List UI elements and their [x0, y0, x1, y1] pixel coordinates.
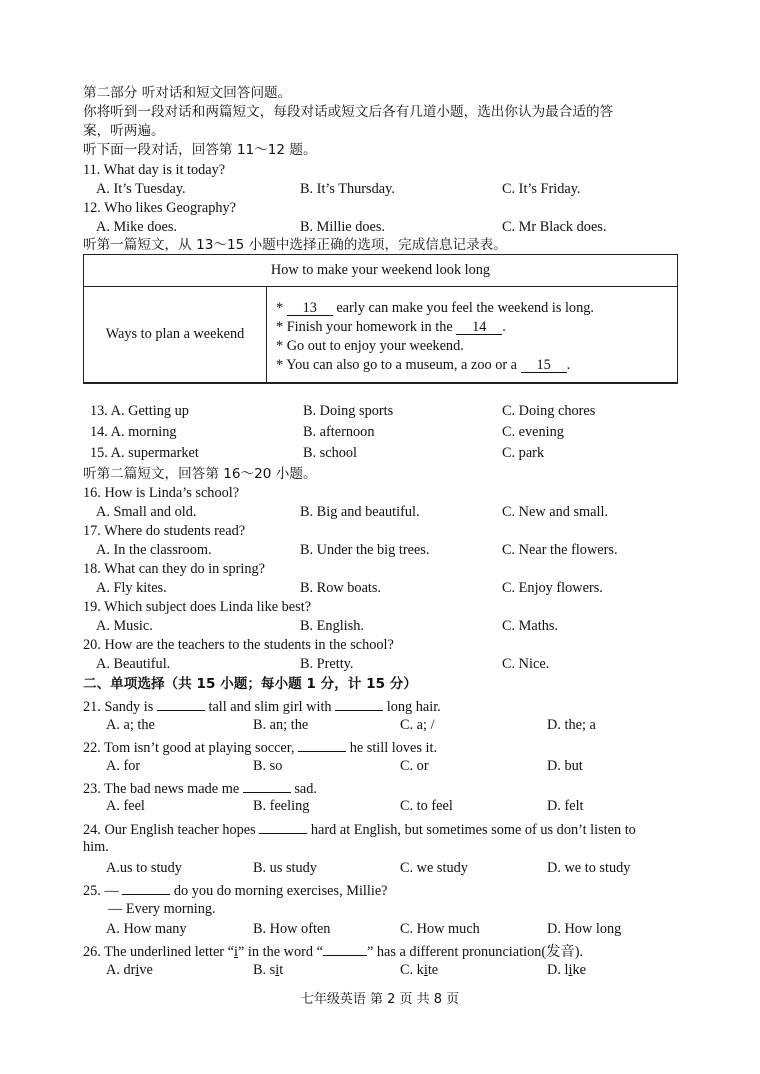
q20-stem: 20. How are the teachers to the students in the school?	[83, 637, 394, 653]
q17-option-c[interactable]: C. Near the flowers.	[502, 542, 618, 558]
q22-option-b[interactable]: B. so	[253, 758, 283, 774]
q26-option-b[interactable]: B. sit	[253, 962, 284, 978]
q13-option-b[interactable]: B. Doing sports	[303, 403, 394, 419]
table-row-label: Ways to plan a weekend	[84, 286, 267, 383]
q22-option-d[interactable]: D. but	[547, 758, 583, 774]
q26-blank[interactable]	[323, 940, 367, 956]
q12-stem: 12. Who likes Geography?	[83, 200, 236, 216]
blank-15[interactable]: 15	[521, 357, 567, 373]
q25-blank[interactable]	[122, 879, 170, 895]
q16-option-c[interactable]: C. New and small.	[502, 504, 609, 520]
q21-option-d[interactable]: D. the; a	[547, 717, 596, 733]
table-line-4: * You can also go to a museum, a zoo or a 15 .	[276, 357, 571, 373]
q19-option-a[interactable]: A. Music.	[96, 618, 153, 634]
q11-option-a[interactable]: A. It’s Tuesday.	[96, 181, 186, 197]
q15-option-b[interactable]: B. school	[303, 445, 358, 461]
q26-option-c[interactable]: C. kite	[400, 962, 439, 978]
q26-option-a[interactable]: A. drive	[106, 962, 153, 978]
q23-option-a[interactable]: A. feel	[106, 798, 145, 814]
q22-blank[interactable]	[298, 736, 346, 752]
q21-blank-1[interactable]	[157, 695, 205, 711]
q19-stem: 19. Which subject does Linda like best?	[83, 599, 312, 615]
q12-option-c[interactable]: C. Mr Black does.	[502, 219, 607, 235]
q17-stem: 17. Where do students read?	[83, 523, 246, 539]
q23-option-d[interactable]: D. felt	[547, 798, 584, 814]
q25-option-c[interactable]: C. How much	[400, 921, 480, 937]
q21-option-c[interactable]: C. a; /	[400, 717, 435, 733]
section2-title: 二、单项选择（共 15 小题；每小题 1 分，计 15 分）	[83, 676, 417, 692]
q20-option-a[interactable]: A. Beautiful.	[96, 656, 171, 672]
q16-option-a[interactable]: A. Small and old.	[96, 504, 197, 520]
q18-option-b[interactable]: B. Row boats.	[300, 580, 382, 596]
q16-option-b[interactable]: B. Big and beautiful.	[300, 504, 420, 520]
info-record-table	[83, 254, 678, 384]
q24-option-b[interactable]: B. us study	[253, 860, 317, 876]
q25-option-a[interactable]: A. How many	[106, 921, 187, 937]
q21-option-b[interactable]: B. an; the	[253, 717, 309, 733]
q25-reply: — Every morning.	[108, 901, 216, 917]
q17-option-a[interactable]: A. In the classroom.	[96, 542, 212, 558]
q15-option-c[interactable]: C. park	[502, 445, 545, 461]
blank-13[interactable]: 13	[287, 300, 333, 316]
q18-option-c[interactable]: C. Enjoy flowers.	[502, 580, 603, 596]
q18-option-a[interactable]: A. Fly kites.	[96, 580, 167, 596]
part2-instructions-line1: 你将听到一段对话和两篇短文，每段对话或短文后各有几道小题，选出你认为最合适的答	[83, 104, 614, 120]
q14-option-c[interactable]: C. evening	[502, 424, 564, 440]
table-line-2: * Finish your homework in the 14 .	[276, 319, 506, 335]
q11-option-b[interactable]: B. It’s Thursday.	[300, 181, 395, 197]
q20-option-c[interactable]: C. Nice.	[502, 656, 550, 672]
q20-option-b[interactable]: B. Pretty.	[300, 656, 354, 672]
q24-option-c[interactable]: C. we study	[400, 860, 468, 876]
q17-option-b[interactable]: B. Under the big trees.	[300, 542, 430, 558]
q23-blank[interactable]	[243, 777, 291, 793]
q24-option-d[interactable]: D. we to study	[547, 860, 631, 876]
q21-stem: 21. Sandy is tall and slim girl with long hair.	[83, 695, 441, 716]
q23-option-c[interactable]: C. to feel	[400, 798, 453, 814]
q11-stem: 11. What day is it today?	[83, 162, 226, 178]
q21-blank-2[interactable]	[335, 695, 383, 711]
passage1-intro: 听第一篇短文，从 13～15 小题中选择正确的选项，完成信息记录表。	[83, 237, 507, 253]
q14-option-a[interactable]: 14. A. morning	[90, 424, 177, 440]
q11-option-c[interactable]: C. It’s Friday.	[502, 181, 581, 197]
q14-option-b[interactable]: B. afternoon	[303, 424, 375, 440]
table-header: How to make your weekend look long	[84, 255, 677, 287]
q22-option-a[interactable]: A. for	[106, 758, 141, 774]
q19-option-b[interactable]: B. English.	[300, 618, 364, 634]
q16-stem: 16. How is Linda’s school?	[83, 485, 240, 501]
q19-option-c[interactable]: C. Maths.	[502, 618, 559, 634]
q13-option-c[interactable]: C. Doing chores	[502, 403, 596, 419]
q24-stem-cont: him.	[83, 839, 109, 855]
q25-option-b[interactable]: B. How often	[253, 921, 331, 937]
q22-option-c[interactable]: C. or	[400, 758, 429, 774]
part2-title: 第二部分 听对话和短文回答问题。	[83, 85, 292, 101]
q24-blank[interactable]	[259, 818, 307, 834]
passage2-intro: 听第二篇短文，回答第 16～20 小题。	[83, 466, 317, 482]
page-footer: 七年级英语 第 2 页 共 8 页	[300, 992, 460, 1007]
table-content	[276, 299, 594, 375]
table-line-3: * Go out to enjoy your weekend.	[276, 338, 464, 354]
q15-option-a[interactable]: 15. A. supermarket	[90, 445, 199, 461]
q21-option-a[interactable]: A. a; the	[106, 717, 155, 733]
q24-stem: 24. Our English teacher hopes hard at English, but sometimes some of us don’t listen to	[83, 818, 636, 839]
q12-option-a[interactable]: A. Mike does.	[96, 219, 178, 235]
blank-14[interactable]: 14	[456, 319, 502, 335]
q24-option-a[interactable]: A.us to study	[106, 860, 182, 876]
q26-underlined-letter: i	[234, 944, 238, 960]
q22-stem: 22. Tom isn’t good at playing soccer, he still loves it.	[83, 736, 437, 757]
q13-option-a[interactable]: 13. A. Getting up	[90, 403, 189, 419]
q26-stem: 26. The underlined letter “i” in the word “ ” has a different pronunciation(发音).	[83, 940, 583, 961]
q25-option-d[interactable]: D. How long	[547, 921, 622, 937]
q12-option-b[interactable]: B. Millie does.	[300, 219, 385, 235]
dialogue-intro: 听下面一段对话，回答第 11～12 题。	[83, 142, 317, 158]
q23-option-b[interactable]: B. feeling	[253, 798, 310, 814]
q26-option-d[interactable]: D. like	[547, 962, 586, 978]
table-line-1: * 13 early can make you feel the weekend is long.	[276, 300, 594, 316]
part2-instructions-line2: 案，听两遍。	[83, 123, 165, 139]
q18-stem: 18. What can they do in spring?	[83, 561, 265, 577]
q23-stem: 23. The bad news made me sad.	[83, 777, 317, 798]
q25-stem: 25. — do you do morning exercises, Millie?	[83, 879, 388, 900]
